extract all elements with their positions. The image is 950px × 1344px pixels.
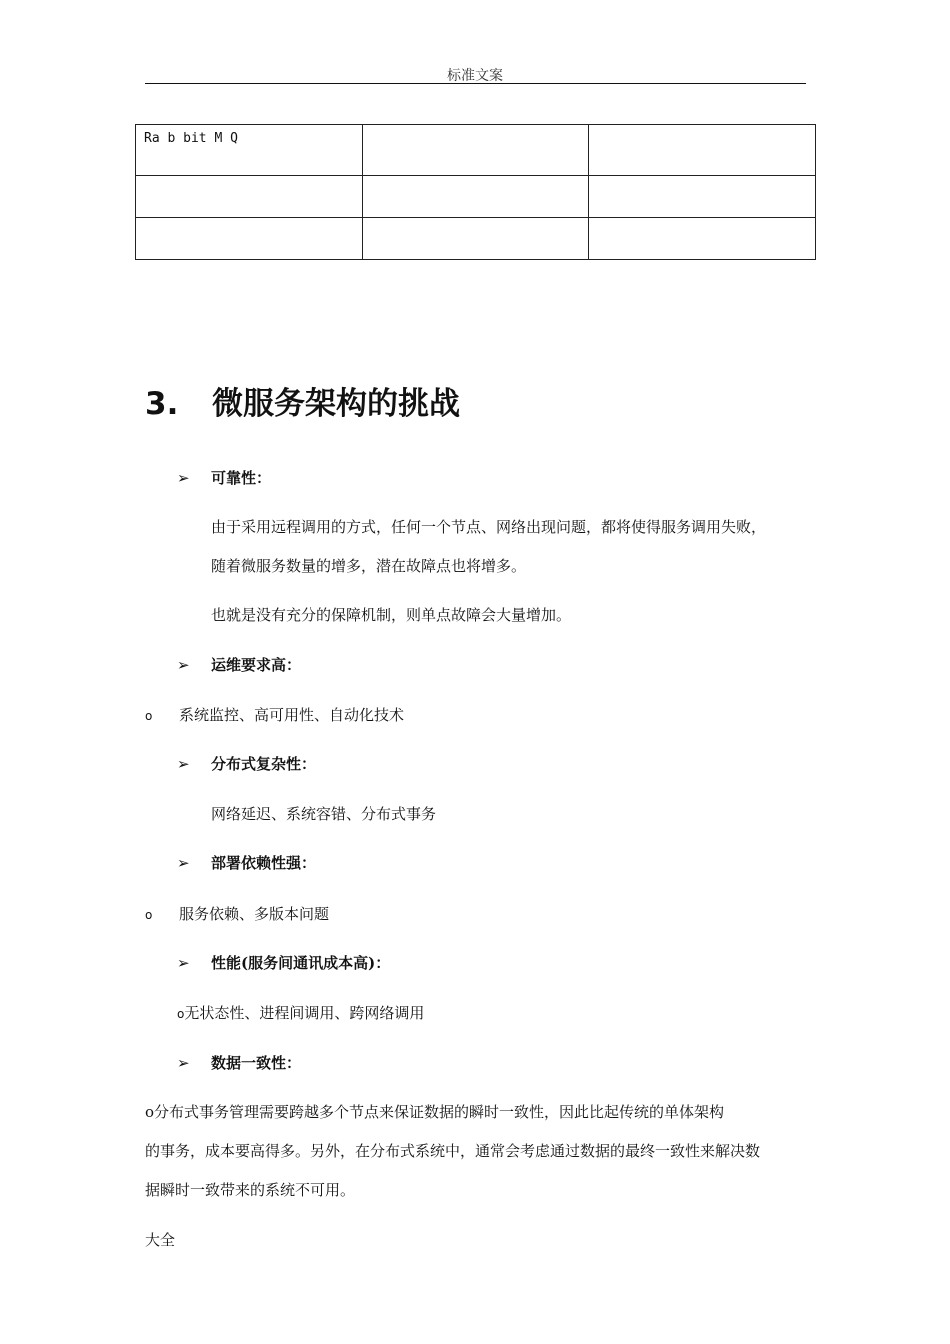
bullet-heading: 分布式复杂性：	[211, 755, 317, 773]
text-line: 无状态性、进程间调用、跨网络调用	[184, 1004, 425, 1022]
bullet-performance	[177, 952, 390, 973]
bullet-consistency	[177, 1052, 301, 1073]
arrow-bullet-icon: ➢	[177, 1053, 190, 1072]
bullet-distributed	[177, 753, 316, 774]
table-cell	[362, 218, 589, 260]
deploy-text	[145, 903, 329, 924]
circle-bullet-icon: o	[145, 1103, 155, 1121]
section-heading	[145, 378, 460, 423]
header-rule	[145, 83, 806, 84]
distributed-text: 网络延迟、系统容错、分布式事务	[211, 805, 437, 823]
text-line: 服务依赖、多版本问题	[179, 905, 330, 923]
text-line: 随着微服务数量的增多，潜在故障点也将增多。	[211, 557, 527, 575]
circle-bullet-icon: o	[177, 1007, 185, 1021]
section-number: 3.	[145, 386, 179, 422]
bullet-ops	[177, 654, 301, 675]
text-line: 的事务，成本要高得多。另外，在分布式系统中，通常会考虑通过数据的最终一致性来解决数	[145, 1142, 761, 1160]
text-line: 由于采用远程调用的方式，任何一个节点、网络出现问题，都将使得服务调用失败，	[211, 518, 767, 536]
page-header-title: 标准文案	[447, 68, 503, 84]
arrow-bullet-icon: ➢	[177, 468, 190, 487]
bullet-heading: 数据一致性：	[211, 1054, 302, 1072]
table-cell	[362, 125, 589, 176]
table-cell	[136, 176, 363, 218]
bullet-deploy	[177, 852, 316, 873]
reliability-note: 也就是没有充分的保障机制，则单点故障会大量增加。	[211, 606, 572, 624]
circle-bullet-icon: o	[145, 908, 153, 922]
page-footer: 大全	[145, 1231, 176, 1249]
table-row	[136, 218, 816, 260]
arrow-bullet-icon: ➢	[177, 853, 190, 872]
table-cell	[589, 125, 816, 176]
arrow-bullet-icon: ➢	[177, 655, 190, 674]
bullet-heading: 部署依赖性强：	[211, 854, 317, 872]
bullet-heading: 运维要求高：	[211, 656, 302, 674]
table-cell	[136, 218, 363, 260]
arrow-bullet-icon: ➢	[177, 754, 190, 773]
text-line: 系统监控、高可用性、自动化技术	[179, 706, 405, 724]
text-line: 据瞬时一致带来的系统不可用。	[145, 1181, 356, 1199]
table-cell	[362, 176, 589, 218]
bullet-reliability	[177, 467, 271, 488]
performance-text	[177, 1002, 424, 1023]
ops-text	[145, 704, 404, 725]
section-title: 微服务架构的挑战	[212, 386, 460, 422]
arrow-bullet-icon: ➢	[177, 953, 190, 972]
reliability-paragraph	[211, 508, 766, 586]
circle-bullet-icon: o	[145, 709, 153, 723]
bullet-heading: 可靠性：	[211, 469, 272, 487]
table-cell	[589, 176, 816, 218]
table-row	[136, 176, 816, 218]
text-line: o分布式事务管理需要跨越多个节点来保证数据的瞬时一致性，因此比起传统的单体架构	[145, 1103, 725, 1121]
table-cell	[589, 218, 816, 260]
bullet-heading: 性能(服务间通讯成本高)：	[211, 954, 391, 972]
data-table	[135, 124, 816, 260]
consistency-paragraph	[145, 1093, 760, 1210]
table-row	[136, 125, 816, 176]
table-cell: Ra b bit M Q	[136, 125, 363, 176]
